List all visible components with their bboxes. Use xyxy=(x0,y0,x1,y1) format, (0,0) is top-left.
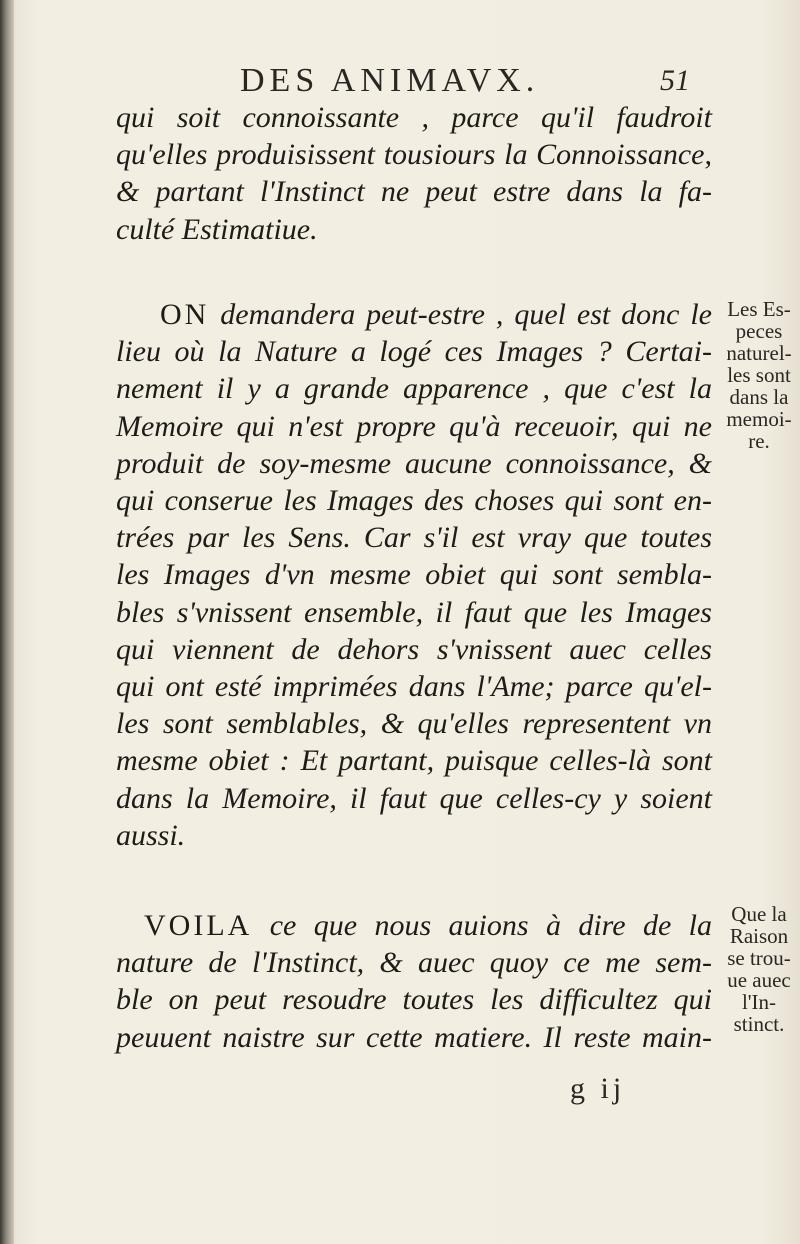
text-line: les sont semblables, & qu'elles representent vn xyxy=(116,707,712,741)
lead-word: ON xyxy=(160,298,210,331)
margin-note-line: ue auec xyxy=(727,968,791,992)
text-line: bles s'vnissent ensemble, il faut que les Images xyxy=(116,595,712,629)
margin-note-line: peces xyxy=(735,319,783,343)
text-line: trées par les Sens. Car s'il est vray que toutes xyxy=(116,521,712,555)
page-number: 51 xyxy=(660,64,690,97)
margin-note-raison xyxy=(722,903,796,1035)
margin-note-especes xyxy=(722,298,796,452)
text-line-rest: demandera peut-estre , quel est donc le xyxy=(220,298,712,331)
text-line: mesme obiet : Et partant, puisque celles-là sont xyxy=(116,744,712,778)
text-line: qui conserue les Images des choses qui sont en- xyxy=(116,484,712,518)
margin-note-line: re. xyxy=(748,429,770,453)
text-line: produit de soy-mesme aucune connoissance, & xyxy=(116,446,712,480)
text-line-rest: ce que nous auions à dire de la xyxy=(269,909,713,942)
paragraph-1 xyxy=(116,99,712,248)
text-line: dans la Memoire, il faut que celles-cy y soient xyxy=(116,781,712,815)
paragraph-2 xyxy=(116,296,712,854)
margin-note-line: Les Es- xyxy=(727,297,791,321)
text-line: aussi. xyxy=(116,818,186,852)
margin-note-line: l'In- xyxy=(741,990,777,1014)
paragraph-3 xyxy=(116,907,712,1056)
text-line: ble on peut resoudre toutes les difficultez qui xyxy=(116,983,712,1017)
text-line: Memoire qui n'est propre qu'à receuoir, qui ne xyxy=(116,409,712,443)
margin-note-line: stinct. xyxy=(733,1012,785,1036)
margin-note-line: Que la xyxy=(731,902,787,926)
text-line xyxy=(116,907,712,944)
margin-note-line: naturel- xyxy=(726,341,792,365)
text-line: peuuent naistre sur cette matiere. Il reste main- xyxy=(116,1020,712,1054)
text-line: lieu où la Nature a logé ces Images ? Certai- xyxy=(116,335,712,369)
text-line: qu'elles produisissent tousiours la Connoissance, xyxy=(116,138,712,172)
margin-note-line: dans la xyxy=(729,385,789,409)
signature-mark: g ij xyxy=(570,1072,626,1105)
margin-note-line: Raison xyxy=(729,924,789,948)
text-line: qui viennent de dehors s'vnissent auec celles xyxy=(116,632,712,666)
text-line: qui ont esté imprimées dans l'Ame; parce qu'el- xyxy=(116,670,712,704)
margin-note-line: memoi- xyxy=(726,407,792,431)
book-binding-edge xyxy=(0,0,14,1244)
text-line: qui soit connoissante , parce qu'il faudroit xyxy=(116,101,712,134)
margin-note-line: se trou- xyxy=(727,946,791,970)
text-line: nature de l'Instinct, & auec quoy ce me sem- xyxy=(116,946,712,980)
text-line xyxy=(116,296,712,333)
margin-note-line: les sont xyxy=(727,363,791,387)
text-line: & partant l'Instinct ne peut estre dans la fa- xyxy=(116,175,712,209)
text-line: culté Estimatiue. xyxy=(116,212,318,246)
running-head: DES ANIMAVX. xyxy=(240,62,540,99)
text-line: nement il y a grande apparence , que c'est la xyxy=(116,372,712,406)
lead-word: VOILA xyxy=(144,909,253,942)
text-line: les Images d'vn mesme obiet qui sont sembla- xyxy=(116,558,712,592)
